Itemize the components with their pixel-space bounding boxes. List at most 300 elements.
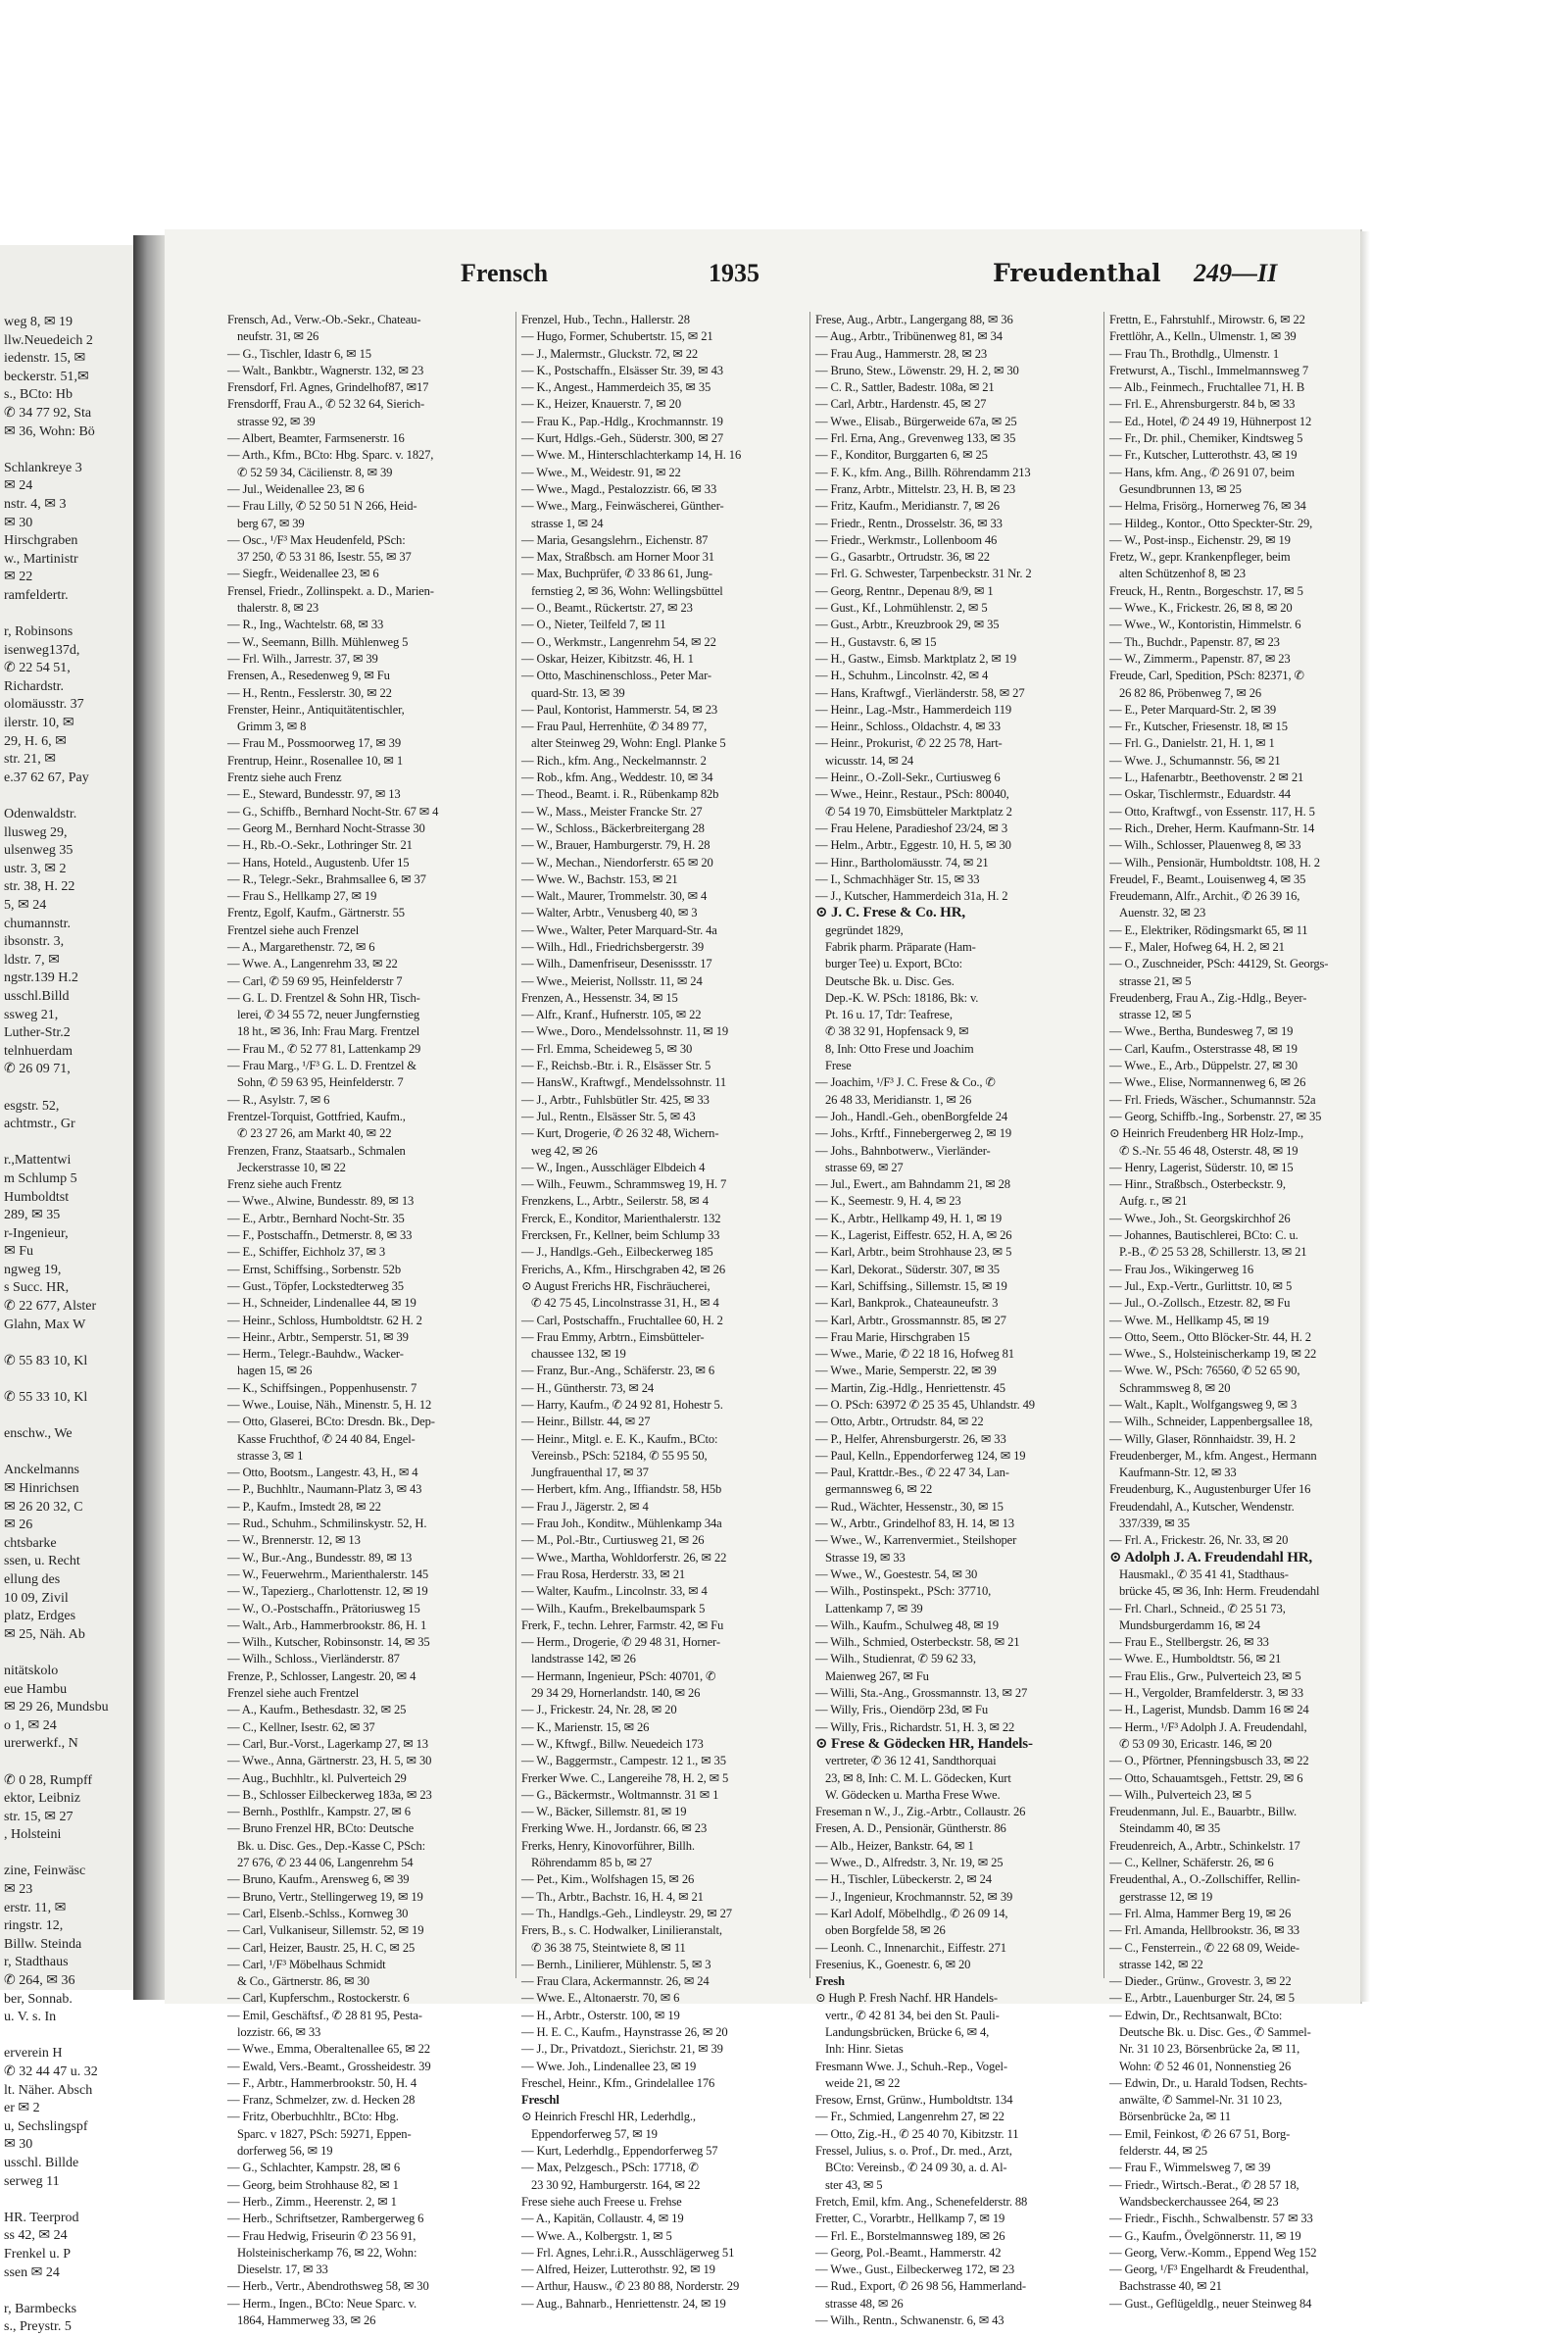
entry-continuation: burger Tee) u. Export, BCto:: [825, 957, 962, 971]
directory-entry: — Karl, Schiffsing., Sillemstr. 15, ✉ 19: [815, 1278, 1007, 1293]
entry-continuation: felderstr. 44, ✉ 25: [1119, 2144, 1207, 2159]
directory-entry: — Walter, Arbtr., Venusberg 40, ✉ 3: [521, 906, 698, 920]
left-page-line: 10 09, Zivil: [4, 1590, 69, 1606]
directory-entry: Freschel, Heinr., Kfm., Grindelallee 176: [521, 2075, 715, 2090]
directory-entry: — Georg, Verw.-Komm., Eppend Weg 152: [1109, 2245, 1317, 2260]
directory-entry: — Frau Elis., Grw., Pulverteich 23, ✉ 5: [1109, 1668, 1301, 1683]
left-page-line: str. 38, H. 22: [4, 879, 75, 895]
directory-entry: — Aug., Bahnarb., Henriettenstr. 24, ✉ 19: [521, 2296, 726, 2311]
directory-entry: — H., Tischler, Lübeckerstr. 2, ✉ 24: [815, 1872, 992, 1887]
left-page-line: ✆ 22 54 51,: [4, 661, 71, 676]
directory-entry: — Wwe., Marie, Semperstr. 22, ✉ 39: [815, 1364, 997, 1378]
directory-entry: — Georg, Rentnr., Depenau 8/9, ✉ 1: [815, 583, 994, 598]
directory-entry: Frettn, E., Fahrstuhlf., Mirowstr. 6, ✉ 22: [1109, 313, 1305, 326]
directory-entry: — Wwe., Heinr., Restaur., PSch: 80040,: [815, 787, 1009, 802]
directory-entry: Frerck, E., Konditor, Marienthalerstr. 132: [521, 1211, 721, 1225]
directory-entry: — Hermann, Ingenieur, PSch: 40701, ✆: [521, 1668, 716, 1683]
directory-entry: — Otto, Zig.-H., ✆ 25 40 70, Kibitzstr. 11: [815, 2126, 1019, 2141]
entry-continuation: Wohn: ✆ 52 46 01, Nonnenstieg 26: [1119, 2059, 1292, 2073]
directory-entry: — Arth., Kfm., BCto: Hbg. Sparc. v. 1827,: [227, 448, 434, 463]
entry-continuation: Landungsbrücken, Brücke 6, ✉ 4,: [825, 2024, 990, 2039]
left-page-line: esgstr. 52,: [4, 1098, 60, 1114]
directory-entry: Frensch, Ad., Verw.-Ob.-Sekr., Chateau-: [227, 313, 421, 326]
directory-entry: — Carl, Kupferschm., Rostockerstr. 6: [227, 1991, 410, 2006]
left-page-line: [4, 441, 135, 460]
directory-entry: — W., Mechan., Niendorferstr. 65 ✉ 20: [521, 855, 713, 870]
directory-entry: — Fr., Dr. phil., Chemiker, Kindtsweg 5: [1109, 431, 1303, 446]
directory-entry: — Walt., Maurer, Trommelstr. 30, ✉ 4: [521, 889, 708, 904]
left-page-line: chumannstr.: [4, 916, 72, 931]
entry-continuation: Dep.-K. W. PSch: 18186, Bk: v.: [825, 990, 979, 1005]
directory-entry: — Alfr., Kranf., Hufnerstr. 105, ✉ 22: [521, 1008, 702, 1022]
left-page-lines: [4, 314, 135, 2337]
directory-entry: — Karl, Arbtr., Grossmannstr. 85, ✉ 27: [815, 1313, 1006, 1327]
directory-entry: Fresenius, K., Goenestr. 6, ✉ 20: [815, 1957, 971, 1971]
directory-entry: — Otto, Schauamtsgeh., Fettstr. 29, ✉ 6: [1109, 1770, 1303, 1785]
directory-entry: — Bernh., Posthlfr., Kampstr. 27, ✉ 6: [227, 1805, 411, 1819]
directory-entry: Frerks, Henry, Kinovorführer, Billh.: [521, 1838, 695, 1853]
directory-entry: — I., Schmachhäger Str. 15, ✉ 33: [815, 871, 980, 886]
directory-entry: — Jul., Weidenallee 23, ✉ 6: [227, 481, 365, 496]
directory-entry: ⊙ J. C. Frese & Co. HR,: [815, 905, 965, 921]
directory-entry: — Heinr., Prokurist, ✆ 22 25 78, Hart-: [815, 736, 1003, 751]
left-page-line: ssweg 21,: [4, 1007, 59, 1022]
directory-entry: Freudenberger, M., kfm. Angest., Hermann: [1109, 1448, 1317, 1463]
directory-entry: — G., Tischler, Idastr 6, ✉ 15: [227, 346, 371, 361]
directory-entry: Frercksen, Fr., Kellner, beim Schlump 33: [521, 1228, 720, 1243]
directory-entry: — J., Arbtr., Fuhlsbütler Str. 425, ✉ 33: [521, 1092, 710, 1107]
left-page-line: ✉ Hinrichsen: [4, 1481, 79, 1496]
left-page-line: ringstr. 12,: [4, 1918, 64, 1934]
directory-entry: — Wwe., Elise, Normannenweg 6, ✉ 26: [1109, 1075, 1306, 1090]
directory-entry: Frerker Wwe. C., Langereihe 78, H. 2, ✉ 5: [521, 1770, 729, 1785]
entry-continuation: Nr. 31 10 23, Börsenbrücke 2a, ✉ 11,: [1119, 2042, 1300, 2057]
directory-entry: — Otto, Kraftwgf., von Essenstr. 117, H. 5: [1109, 804, 1315, 819]
directory-entry: — Friedr., Fischh., Schwalbenstr. 57 ✉ 33: [1109, 2212, 1313, 2226]
left-page-line: ✉ 36, Wohn: Bö: [4, 423, 95, 439]
left-page-line: Odenwaldstr.: [4, 807, 77, 822]
directory-entry: — Wwe., Louise, Näh., Minenstr. 5, H. 12: [227, 1398, 432, 1412]
directory-entry: — J., Malermstr., Gluckstr. 72, ✉ 22: [521, 346, 699, 361]
entry-continuation: Sparc. v 1827, PSch: 59271, Eppen-: [237, 2126, 412, 2141]
page-edge: [1360, 231, 1370, 2002]
book-gutter: [133, 235, 165, 2000]
directory-entry: Frentrup, Heinr., Rosenallee 10, ✉ 1: [227, 753, 403, 768]
directory-entry: Fresh: [815, 1974, 845, 1989]
left-page-line: zine, Feinwäsc: [4, 1864, 86, 1879]
directory-entry: — Frl. E., Ahrensburgerstr. 84 b, ✉ 33: [1109, 397, 1296, 412]
directory-entry: Frenze, P., Schlosser, Langestr. 20, ✉ 4: [227, 1668, 416, 1683]
entry-continuation: strasse 21, ✉ 5: [1119, 973, 1192, 988]
directory-entry: — Carl, Heizer, Baustr. 25, H. C, ✉ 25: [227, 1940, 416, 1955]
left-page-line: ✉ Fu: [4, 1244, 34, 1260]
directory-entry: — Wwe., Marg., Feinwäscherei, Günther-: [521, 499, 724, 514]
directory-entry: — Paul, Krattdr.-Bes., ✆ 22 47 34, Lan-: [815, 1466, 1009, 1480]
left-page-line: ✉ 23: [4, 1882, 33, 1898]
directory-entry: — Frau Joh., Konditw., Mühlenkamp 34a: [521, 1517, 722, 1531]
entry-continuation: Inh: Hinr. Sietas: [825, 2042, 904, 2057]
directory-entry: — R., Telegr.-Sekr., Brahmsallee 6, ✉ 37: [227, 871, 426, 886]
directory-entry: — F., Reichsb.-Btr. i. R., Elsässer Str. 5: [521, 1059, 711, 1073]
directory-entry: — K., Postschaffn., Elsässer Str. 39, ✉ 43: [521, 363, 723, 377]
directory-entry: — B., Schlosser Eilbeckerweg 183a, ✉ 23: [227, 1787, 432, 1802]
entry-continuation: Fabrik pharm. Präparate (Ham-: [825, 939, 976, 954]
entry-continuation: berg 67, ✉ 39: [237, 516, 305, 530]
directory-entry: — Wwe., Walter, Peter Marquard-Str. 4a: [521, 922, 717, 937]
directory-entry: — Henry, Lagerist, Süderstr. 10, ✉ 15: [1109, 1160, 1294, 1174]
left-page-line: ✆ 264, ✉ 36: [4, 1973, 75, 1989]
header-year: 1935: [709, 259, 760, 287]
entry-continuation: 23, ✉ 8, Inh: C. M. L. Gödecken, Kurt: [825, 1770, 1011, 1785]
directory-entry: — Paul, Kontorist, Hammerstr. 54, ✉ 23: [521, 702, 718, 717]
directory-entry: Fressel, Julius, s. o. Prof., Dr. med., Arzt,: [815, 2144, 1012, 2159]
left-page-line: [4, 1644, 135, 1663]
directory-entry: — Wwe., Meierist, Nollsstr. 11, ✉ 24: [521, 973, 703, 988]
directory-entry: — Hinr., Bartholomäusstr. 74, ✉ 21: [815, 855, 989, 870]
directory-entry: — Hans, Hoteld., Augustenb. Ufer 15: [227, 855, 410, 870]
left-page-line: str. 21, ✉: [4, 752, 56, 768]
directory-entry: Freudenburg, K., Augustenburger Ufer 16: [1109, 1482, 1311, 1497]
directory-entry: — Otto, Bootsm., Langestr. 43, H., ✉ 4: [227, 1466, 418, 1480]
directory-entry: — Johannes, Bautischlerei, BCto: C. u.: [1109, 1228, 1298, 1243]
directory-entry: — H., Schuhm., Lincolnstr. 42, ✉ 4: [815, 669, 989, 683]
left-page-line: llw.Neuedeich 2: [4, 332, 93, 348]
left-page-line: ldstr. 7, ✉: [4, 952, 60, 968]
entry-continuation: Holsteinischerkamp 76, ✉ 22, Wohn:: [237, 2245, 417, 2260]
directory-entry: — H., Lagerist, Mundsb. Damm 16 ✉ 24: [1109, 1703, 1309, 1717]
entry-continuation: strasse 3, ✉ 1: [237, 1448, 304, 1463]
directory-entry: — Max, Buchprüfer, ✆ 33 86 61, Jung-: [521, 567, 712, 581]
directory-entry: Fretz, W., gepr. Krankenpfleger, beim: [1109, 550, 1291, 565]
directory-entry: — Herm., Ingen., BCto: Neue Sparc. v.: [227, 2296, 416, 2311]
directory-entry: — R., Ing., Wachtelstr. 68, ✉ 33: [227, 618, 384, 632]
directory-entry: — Frau E., Stellbergstr. 26, ✉ 33: [1109, 1635, 1269, 1650]
left-page-line: [4, 1370, 135, 1389]
directory-entry: — Alfred, Heizer, Lutterothstr. 92, ✉ 19: [521, 2262, 715, 2277]
directory-entry: — Max, Straßbsch. am Horner Moor 31: [521, 550, 714, 565]
left-page-line: HR. Teerprod: [4, 2210, 79, 2225]
directory-entry: — Oskar, Tischlermstr., Eduardstr. 44: [1109, 787, 1291, 802]
left-page-line: u. V. s. In: [4, 2010, 57, 2025]
entry-continuation: strasse 69, ✉ 27: [825, 1160, 904, 1174]
entry-continuation: Steindamm 40, ✉ 35: [1119, 1821, 1221, 1836]
entry-continuation: ster 43, ✉ 5: [825, 2177, 883, 2192]
directory-entry: — Frl. Emma, Scheideweg 5, ✉ 30: [521, 1041, 693, 1056]
directory-entry: — Bruno, Vertr., Stellingerweg 19, ✉ 19: [227, 1889, 423, 1904]
left-page-line: ✆ 26 09 71,: [4, 1062, 71, 1077]
directory-entry: — Franz, Arbtr., Mittelstr. 23, H. B, ✉ 23: [815, 481, 1015, 496]
left-page-line: r, Robinsons: [4, 624, 74, 640]
left-page-line: ✆ 34 77 92, Sta: [4, 405, 92, 421]
directory-entry: Freudenmann, Jul. E., Bauarbtr., Billw.: [1109, 1805, 1297, 1819]
directory-entry: — Walt., Arb., Hammerbrookstr. 86, H. 1: [227, 1617, 427, 1632]
directory-entry: — Osc., ¹/F³ Max Heudenfeld, PSch:: [227, 532, 406, 547]
entry-continuation: strasse 1, ✉ 24: [531, 516, 604, 530]
directory-column-4: [1109, 312, 1396, 2311]
directory-entry: — W., Feuerwehrm., Marienthalerstr. 145: [227, 1566, 429, 1581]
entry-continuation: Hausmakl., ✆ 35 41 41, Stadthaus-: [1119, 1566, 1289, 1581]
directory-entry: — Frl. G. Schwester, Tarpenbeckstr. 31 Nr. 2: [815, 567, 1032, 581]
directory-entry: — W., Schloss., Bäckerbreitergang 28: [521, 820, 705, 835]
directory-entry: — Georg, Schiffb.-Ing., Sorbenstr. 27, ✉ 35: [1109, 1109, 1322, 1123]
entry-continuation: 27 676, ✆ 23 44 06, Langenrehm 54: [237, 1856, 414, 1870]
directory-entry: — F. K., kfm. Ang., Billh. Röhrendamm 213: [815, 465, 1031, 479]
directory-entry: — W., Bur.-Ang., Bundesstr. 89, ✉ 13: [227, 1550, 413, 1565]
directory-entry: — Rud., Wächter, Hessenstr., 30, ✉ 15: [815, 1499, 1004, 1514]
entry-continuation: ✆ 54 19 70, Eimsbütteler Marktplatz 2: [825, 804, 1012, 819]
left-page-line: ✉ 29 26, Mundsbu: [4, 1700, 109, 1715]
directory-entry: — W., Baggermstr., Campestr. 12 1., ✉ 35: [521, 1754, 726, 1768]
directory-entry: — Frau Marg., ¹/F³ G. L. D. Frentzel &: [227, 1059, 416, 1073]
directory-entry: — Heinr., Lag.-Mstr., Hammerdeich 119: [815, 702, 1011, 717]
directory-entry: — Wilh., Damenfriseur, Desenissstr. 17: [521, 957, 712, 971]
left-page-line: r, Stadthaus: [4, 1955, 69, 1970]
directory-entry: — Wilh., Kutscher, Robinsonstr. 14, ✉ 35: [227, 1635, 430, 1650]
left-page-line: eue Hambu: [4, 1681, 68, 1697]
left-page-line: olomäusstr. 37: [4, 697, 84, 713]
directory-entry: Frese siehe auch Freese u. Frehse: [521, 2194, 682, 2209]
directory-entry: — Frau Emmy, Arbtrn., Eimsbütteler-: [521, 1329, 705, 1344]
entry-continuation: Lattenkamp 7, ✉ 39: [825, 1601, 923, 1616]
directory-entry: — J., Dr., Privatdozt., Sierichstr. 21, ✉ 39: [521, 2042, 723, 2057]
directory-entry: — Pet., Kim., Wolfshagen 15, ✉ 26: [521, 1872, 695, 1887]
directory-entry: — Edwin, Dr., Rechtsanwalt, BCto:: [1109, 2008, 1283, 2022]
directory-entry: — Wwe. W., PSch: 76560, ✆ 52 65 90,: [1109, 1364, 1300, 1378]
entry-continuation: Pt. 16 u. 17, Tdr: Teafrese,: [825, 1008, 953, 1022]
left-page-line: ssen ✉ 24: [4, 2264, 60, 2280]
directory-entry: — Frl. Wilh., Jarrestr. 37, ✉ 39: [227, 651, 378, 666]
directory-entry: — Carl, Vulkaniseur, Sillemstr. 52, ✉ 19: [227, 1923, 424, 1938]
directory-entry: — K., Seemestr. 9, H. 4, ✉ 23: [815, 1194, 961, 1209]
page-header: [165, 259, 1360, 298]
entry-continuation: dorferweg 56, ✉ 19: [237, 2144, 333, 2159]
directory-entry: — Carl, ¹/F³ Möbelhaus Schmidt: [227, 1957, 386, 1971]
header-first-entry: Frensch: [461, 259, 549, 287]
entry-continuation: oben Borgfelde 58, ✉ 26: [825, 1923, 946, 1938]
directory-entry: — Carl, Arbtr., Hardenstr. 45, ✉ 27: [815, 397, 987, 412]
left-page-line: platz, Erdges: [4, 1609, 76, 1624]
directory-entry: — Friedr., Werkmstr., Lollenboom 46: [815, 532, 998, 547]
directory-entry: — Fritz, Kaufm., Meridianstr. 7, ✉ 26: [815, 499, 1000, 514]
directory-entry: Frenzen, Franz, Staatsarb., Schmalen: [227, 1143, 406, 1158]
directory-entry: — Herb., Zimm., Heerenstr. 2, ✉ 1: [227, 2194, 397, 2209]
directory-entry: — E., Peter Marquard-Str. 2, ✉ 39: [1109, 702, 1276, 717]
left-page-line: ✆ 22 677, Alster: [4, 1299, 97, 1315]
directory-entry: — Frau S., Hellkamp 27, ✉ 19: [227, 889, 377, 904]
entry-continuation: strasse 92, ✉ 39: [237, 414, 316, 428]
directory-entry: — Willy, Fris., Richardstr. 51, H. 3, ✉ 22: [815, 1719, 1015, 1734]
entry-continuation: W. Gödecken u. Martha Frese Wwe.: [825, 1787, 1001, 1802]
directory-entry: Frentzel-Torquist, Gottfried, Kaufm.,: [227, 1109, 406, 1123]
entry-continuation: Deutsche Bk. u. Disc. Ges.: [825, 973, 955, 988]
entry-continuation: BCto: Vereinsb., ✆ 24 09 30, a. d. Al-: [825, 2161, 1007, 2175]
entry-continuation: brücke 45, ✉ 36, Inh: Herm. Freudendahl: [1119, 1584, 1320, 1599]
entry-continuation: Gesundbrunnen 13, ✉ 25: [1119, 481, 1242, 496]
directory-entry: — Frau K., Pap.-Hdlg., Krochmannstr. 19: [521, 414, 723, 428]
entry-continuation: vertr., ✆ 42 81 34, bei den St. Pauli-: [825, 2008, 1000, 2022]
directory-entry: — Frau Clara, Ackermannstr. 26, ✉ 24: [521, 1974, 710, 1989]
entry-continuation: gerstrasse 12, ✉ 19: [1119, 1889, 1213, 1904]
directory-entry: — Franz, Schmelzer, zw. d. Hecken 28: [227, 2093, 416, 2108]
header-last-entry: Freudenthal: [993, 259, 1161, 287]
left-page-line: nstr. 4, ✉ 3: [4, 496, 67, 512]
directory-entry: Frensdorff, Frau A., ✆ 52 32 64, Sierich-: [227, 397, 425, 412]
entry-continuation: strasse 48, ✉ 26: [825, 2296, 904, 2311]
directory-entry: — G., Kaufm., Övelgönnerstr. 11, ✉ 19: [1109, 2228, 1301, 2243]
directory-entry: — Bruno, Kaufm., Arensweg 6, ✉ 39: [227, 1872, 410, 1887]
directory-entry: Fresmann Wwe. J., Schuh.-Rep., Vogel-: [815, 2059, 1007, 2073]
entry-continuation: 337/339, ✉ 35: [1119, 1517, 1190, 1531]
directory-entry: — Frl. Erna, Ang., Grevenweg 133, ✉ 35: [815, 431, 1016, 446]
directory-entry: — Aug., Arbtr., Tribünenweg 81, ✉ 34: [815, 329, 1003, 344]
directory-entry: Frenz siehe auch Frentz: [227, 1177, 342, 1192]
entry-continuation: 8, Inh: Otto Frese und Joachim: [825, 1041, 974, 1056]
directory-entry: — Karl, Bankprok., Chateauneufstr. 3: [815, 1296, 999, 1311]
directory-entry: — E., Arbtr., Bernhard Nocht-Str. 35: [227, 1211, 405, 1225]
directory-entry: — HansW., Kraftwgf., Mendelssohnstr. 11: [521, 1075, 727, 1090]
left-page-line: ngweg 19,: [4, 1262, 62, 1277]
directory-entry: — Wwe. A., Kolbergstr. 1, ✉ 5: [521, 2228, 672, 2243]
directory-entry: — Carl, Bur.-Vorst., Lagerkamp 27, ✉ 13: [227, 1736, 428, 1751]
directory-entry: — Albert, Beamter, Farmsenerstr. 16: [227, 431, 405, 446]
entry-continuation: Röhrendamm 85 b, ✉ 27: [531, 1856, 653, 1870]
directory-entry: — Walt., Kaplt., Wolfgangsweg 9, ✉ 3: [1109, 1398, 1298, 1412]
directory-entry: — Oskar, Heizer, Kibitzstr. 46, H. 1: [521, 651, 694, 666]
entry-continuation: Vereinsb., PSch: 52184, ✆ 55 95 50,: [531, 1448, 708, 1463]
entry-continuation: ✆ 53 09 30, Ericastr. 146, ✉ 20: [1119, 1736, 1272, 1751]
directory-entry: Freudenreich, A., Arbtr., Schinkelstr. 17: [1109, 1838, 1300, 1853]
directory-entry: — Joh., Handl.-Geh., obenBorgfelde 24: [815, 1109, 1008, 1123]
directory-entry: — Johs., Krftf., Finnebergerweg 2, ✉ 19: [815, 1126, 1011, 1141]
directory-entry: — Wwe., Gust., Eilbeckerweg 172, ✉ 23: [815, 2262, 1015, 2277]
left-page-line: ✆ 0 28, Rumpff: [4, 1772, 93, 1788]
directory-entry: — Wwe., W., Karrenvermiet., Steilshoper: [815, 1533, 1017, 1548]
directory-entry: — Otto, Glaserei, BCto: Dresdn. Bk., Dep-: [227, 1415, 435, 1429]
directory-entry: — Frau M., Possmoorweg 17, ✉ 39: [227, 736, 401, 751]
directory-entry: — G., Bäckermstr., Woltmannstr. 31 ✉ 1: [521, 1787, 719, 1802]
entry-continuation: Maienweg 267, ✉ Fu: [825, 1668, 929, 1683]
directory-entry: — H., Vergolder, Bramfelderstr. 3, ✉ 33: [1109, 1686, 1303, 1701]
directory-entry: — Bernh., Linilierer, Mühlenstr. 5, ✉ 3: [521, 1957, 711, 1971]
directory-entry: — J., Handlgs.-Geh., Eilbeckerweg 185: [521, 1245, 713, 1260]
entry-continuation: wicusstr. 14, ✉ 24: [825, 753, 914, 768]
directory-entry: — Gust., Geflügeldlg., neuer Steinweg 84: [1109, 2296, 1312, 2311]
directory-entry: ⊙ Heinrich Freschl HR, Lederhdlg.,: [521, 2110, 696, 2124]
directory-entry: — G., Gasarbtr., Ortrudstr. 36, ✉ 22: [815, 550, 990, 565]
directory-entry: — Th., Handlgs.-Geh., Lindleystr. 29, ✉ 27: [521, 1906, 732, 1920]
directory-entry: — Franz, Bur.-Ang., Schäferstr. 23, ✉ 6: [521, 1364, 715, 1378]
directory-entry: — Friedr., Wirtsch.-Berat., ✆ 28 57 18,: [1109, 2177, 1299, 2192]
directory-entry: — Frl. G., Danielstr. 21, H. 1, ✉ 1: [1109, 736, 1275, 751]
directory-entry: — W., Kftwgf., Billw. Neuedeich 173: [521, 1736, 704, 1751]
left-page-line: nitätskolo: [4, 1663, 59, 1678]
left-page-line: [4, 2027, 135, 2046]
directory-entry: — Harry, Kaufm., ✆ 24 92 81, Hohestr 5.: [521, 1398, 723, 1412]
directory-entry: Frese, Aug., Arbtr., Langergang 88, ✉ 36: [815, 313, 1013, 326]
directory-entry: — Leonh. C., Innenarchit., Eiffestr. 271: [815, 1940, 1006, 1955]
left-page-line: ustr. 3, ✉ 2: [4, 861, 67, 876]
directory-entry: — Wwe. W., Bachstr. 153, ✉ 21: [521, 871, 678, 886]
directory-entry: — M., Pol.-Btr., Curtiusweg 21, ✉ 26: [521, 1533, 705, 1548]
entry-continuation: anwälte, ✆ Sammel-Nr. 31 10 23,: [1119, 2093, 1283, 2108]
directory-entry: — Willi, Sta.-Ang., Grossmannstr. 13, ✉ 27: [815, 1686, 1028, 1701]
directory-entry: — Wwe., Emma, Oberaltenallee 65, ✉ 22: [227, 2042, 430, 2057]
directory-entry: — Frl. A., Frickestr. 26, Nr. 33, ✉ 20: [1109, 1533, 1289, 1548]
directory-entry: — Carl, ✆ 59 69 95, Heinfelderstr 7: [227, 973, 403, 988]
entry-continuation: Bachstrasse 40, ✉ 21: [1119, 2279, 1222, 2294]
entry-continuation: ✆ 52 59 34, Cäcilienstr. 8, ✉ 39: [237, 465, 393, 479]
directory-entry: — Wwe., Anna, Gärtnerstr. 23, H. 5, ✉ 30: [227, 1754, 432, 1768]
page-number: 249—II: [1194, 259, 1278, 287]
left-page-line: enschw., We: [4, 1426, 73, 1442]
directory-entry: — Frau Lilly, ✆ 52 50 51 N 266, Heid-: [227, 499, 417, 514]
left-page-line: Humboldtst: [4, 1189, 70, 1205]
directory-entry: — Wwe., Martha, Wohldorferstr. 26, ✉ 22: [521, 1550, 727, 1565]
directory-entry: ⊙ Frese & Gödecken HR, Handels-: [815, 1735, 1033, 1752]
directory-entry: — Rich., Dreher, Herm. Kaufmann-Str. 14: [1109, 820, 1315, 835]
entry-continuation: weide 21, ✉ 22: [825, 2075, 901, 2090]
directory-entry: — J., Frickestr. 24, Nr. 28, ✉ 20: [521, 1703, 677, 1717]
directory-entry: — W., Bäcker, Sillemstr. 81, ✉ 19: [521, 1805, 687, 1819]
directory-entry: — Rob., kfm. Ang., Weddestr. 10, ✉ 34: [521, 771, 713, 785]
directory-entry: — Frl. Frieds, Wäscher., Schumannstr. 52a: [1109, 1092, 1316, 1107]
left-page-line: ✆ 55 83 10, Kl: [4, 1353, 88, 1368]
directory-entry: — Siegfr., Weidenallee 23, ✉ 6: [227, 567, 379, 581]
directory-entry: — Wilh., Pensionär, Humboldtstr. 108, H. 2: [1109, 855, 1320, 870]
left-page-fragment: [0, 245, 137, 2335]
directory-entry: — K., Arbtr., Hellkamp 49, H. 1, ✉ 19: [815, 1211, 1003, 1225]
directory-entry: — F., Konditor, Burggarten 6, ✉ 25: [815, 448, 988, 463]
directory-entry: Fresow, Ernst, Grünw., Humboldtstr. 134: [815, 2093, 1013, 2108]
left-page-line: [4, 1334, 135, 1353]
left-page-line: ektor, Leibniz: [4, 1791, 80, 1807]
directory-entry: — Carl, Postschaffn., Fruchtallee 60, H. 2: [521, 1313, 723, 1327]
directory-entry: — H., Arbtr., Osterstr. 100, ✉ 19: [521, 2008, 680, 2022]
directory-entry: — C., Kellner, Schäferstr. 26, ✉ 6: [1109, 1856, 1274, 1870]
entry-continuation: Jungfrauenthal 17, ✉ 37: [531, 1466, 649, 1480]
directory-entry: Frettlöhr, A., Kelln., Ulmenstr. 1, ✉ 39: [1109, 329, 1297, 344]
left-page-line: ✉ 24: [4, 478, 33, 494]
entry-continuation: alten Schützenhof 8, ✉ 23: [1119, 567, 1246, 581]
entry-continuation: ✆ 23 27 26, am Markt 40, ✉ 22: [237, 1126, 392, 1141]
directory-entry: — Wwe. E., Altonaerstr. 70, ✉ 6: [521, 1991, 680, 2006]
directory-entry: — H., Gastw., Eimsb. Marktplatz 2, ✉ 19: [815, 651, 1017, 666]
directory-entry: — Herm., Drogerie, ✆ 29 48 31, Horner-: [521, 1635, 720, 1650]
directory-entry: — Arthur, Hausw., ✆ 23 80 88, Norderstr. 29: [521, 2279, 740, 2294]
left-page-line: iedenstr. 15, ✉: [4, 351, 86, 367]
directory-entry: — W., Brennerstr. 12, ✉ 13: [227, 1533, 361, 1548]
left-page-line: llusweg 29,: [4, 824, 68, 840]
directory-entry: Frenzen, A., Hessenstr. 34, ✉ 15: [521, 990, 678, 1005]
directory-entry: — Rud., Schuhm., Schmilinskystr. 52, H.: [227, 1517, 427, 1531]
directory-entry: — Heinr., Schloss., Oldachstr. 4, ✉ 33: [815, 720, 1001, 734]
directory-entry: Freseman n W., J., Zig.-Arbtr., Collaustr. 26: [815, 1805, 1026, 1819]
directory-entry: — Wwe., Marie, ✆ 22 18 16, Hofweg 81: [815, 1347, 1014, 1362]
directory-entry: — Dieder., Grünw., Grovestr. 3, ✉ 22: [1109, 1974, 1292, 1989]
directory-entry: ⊙ Heinrich Freudenberg HR Holz-Imp.,: [1109, 1126, 1303, 1141]
directory-entry: Fretch, Emil, kfm. Ang., Schenefelderstr. 88: [815, 2194, 1028, 2209]
entry-continuation: Jeckerstrasse 10, ✉ 22: [237, 1160, 346, 1174]
column-divider: [1103, 312, 1104, 1978]
left-page-line: ✉ 30: [4, 515, 33, 530]
directory-entry: — Hinr., Straßbsch., Osterbeckstr. 9,: [1109, 1177, 1286, 1192]
directory-entry: — Wwe., Doro., Mendelssohnstr. 11, ✉ 19: [521, 1024, 729, 1039]
entry-continuation: ✆ 36 38 75, Steintwiete 8, ✉ 11: [531, 1940, 686, 1955]
directory-entry: — Kurt, Hdlgs.-Geh., Süderstr. 300, ✉ 27: [521, 431, 724, 446]
directory-entry: ⊙ August Frerichs HR, Fischräucherei,: [521, 1278, 710, 1293]
directory-entry: — Helma, Frisörg., Hornerweg 76, ✉ 34: [1109, 499, 1306, 514]
directory-entry: — E., Schiffer, Eichholz 37, ✉ 3: [227, 1245, 386, 1260]
